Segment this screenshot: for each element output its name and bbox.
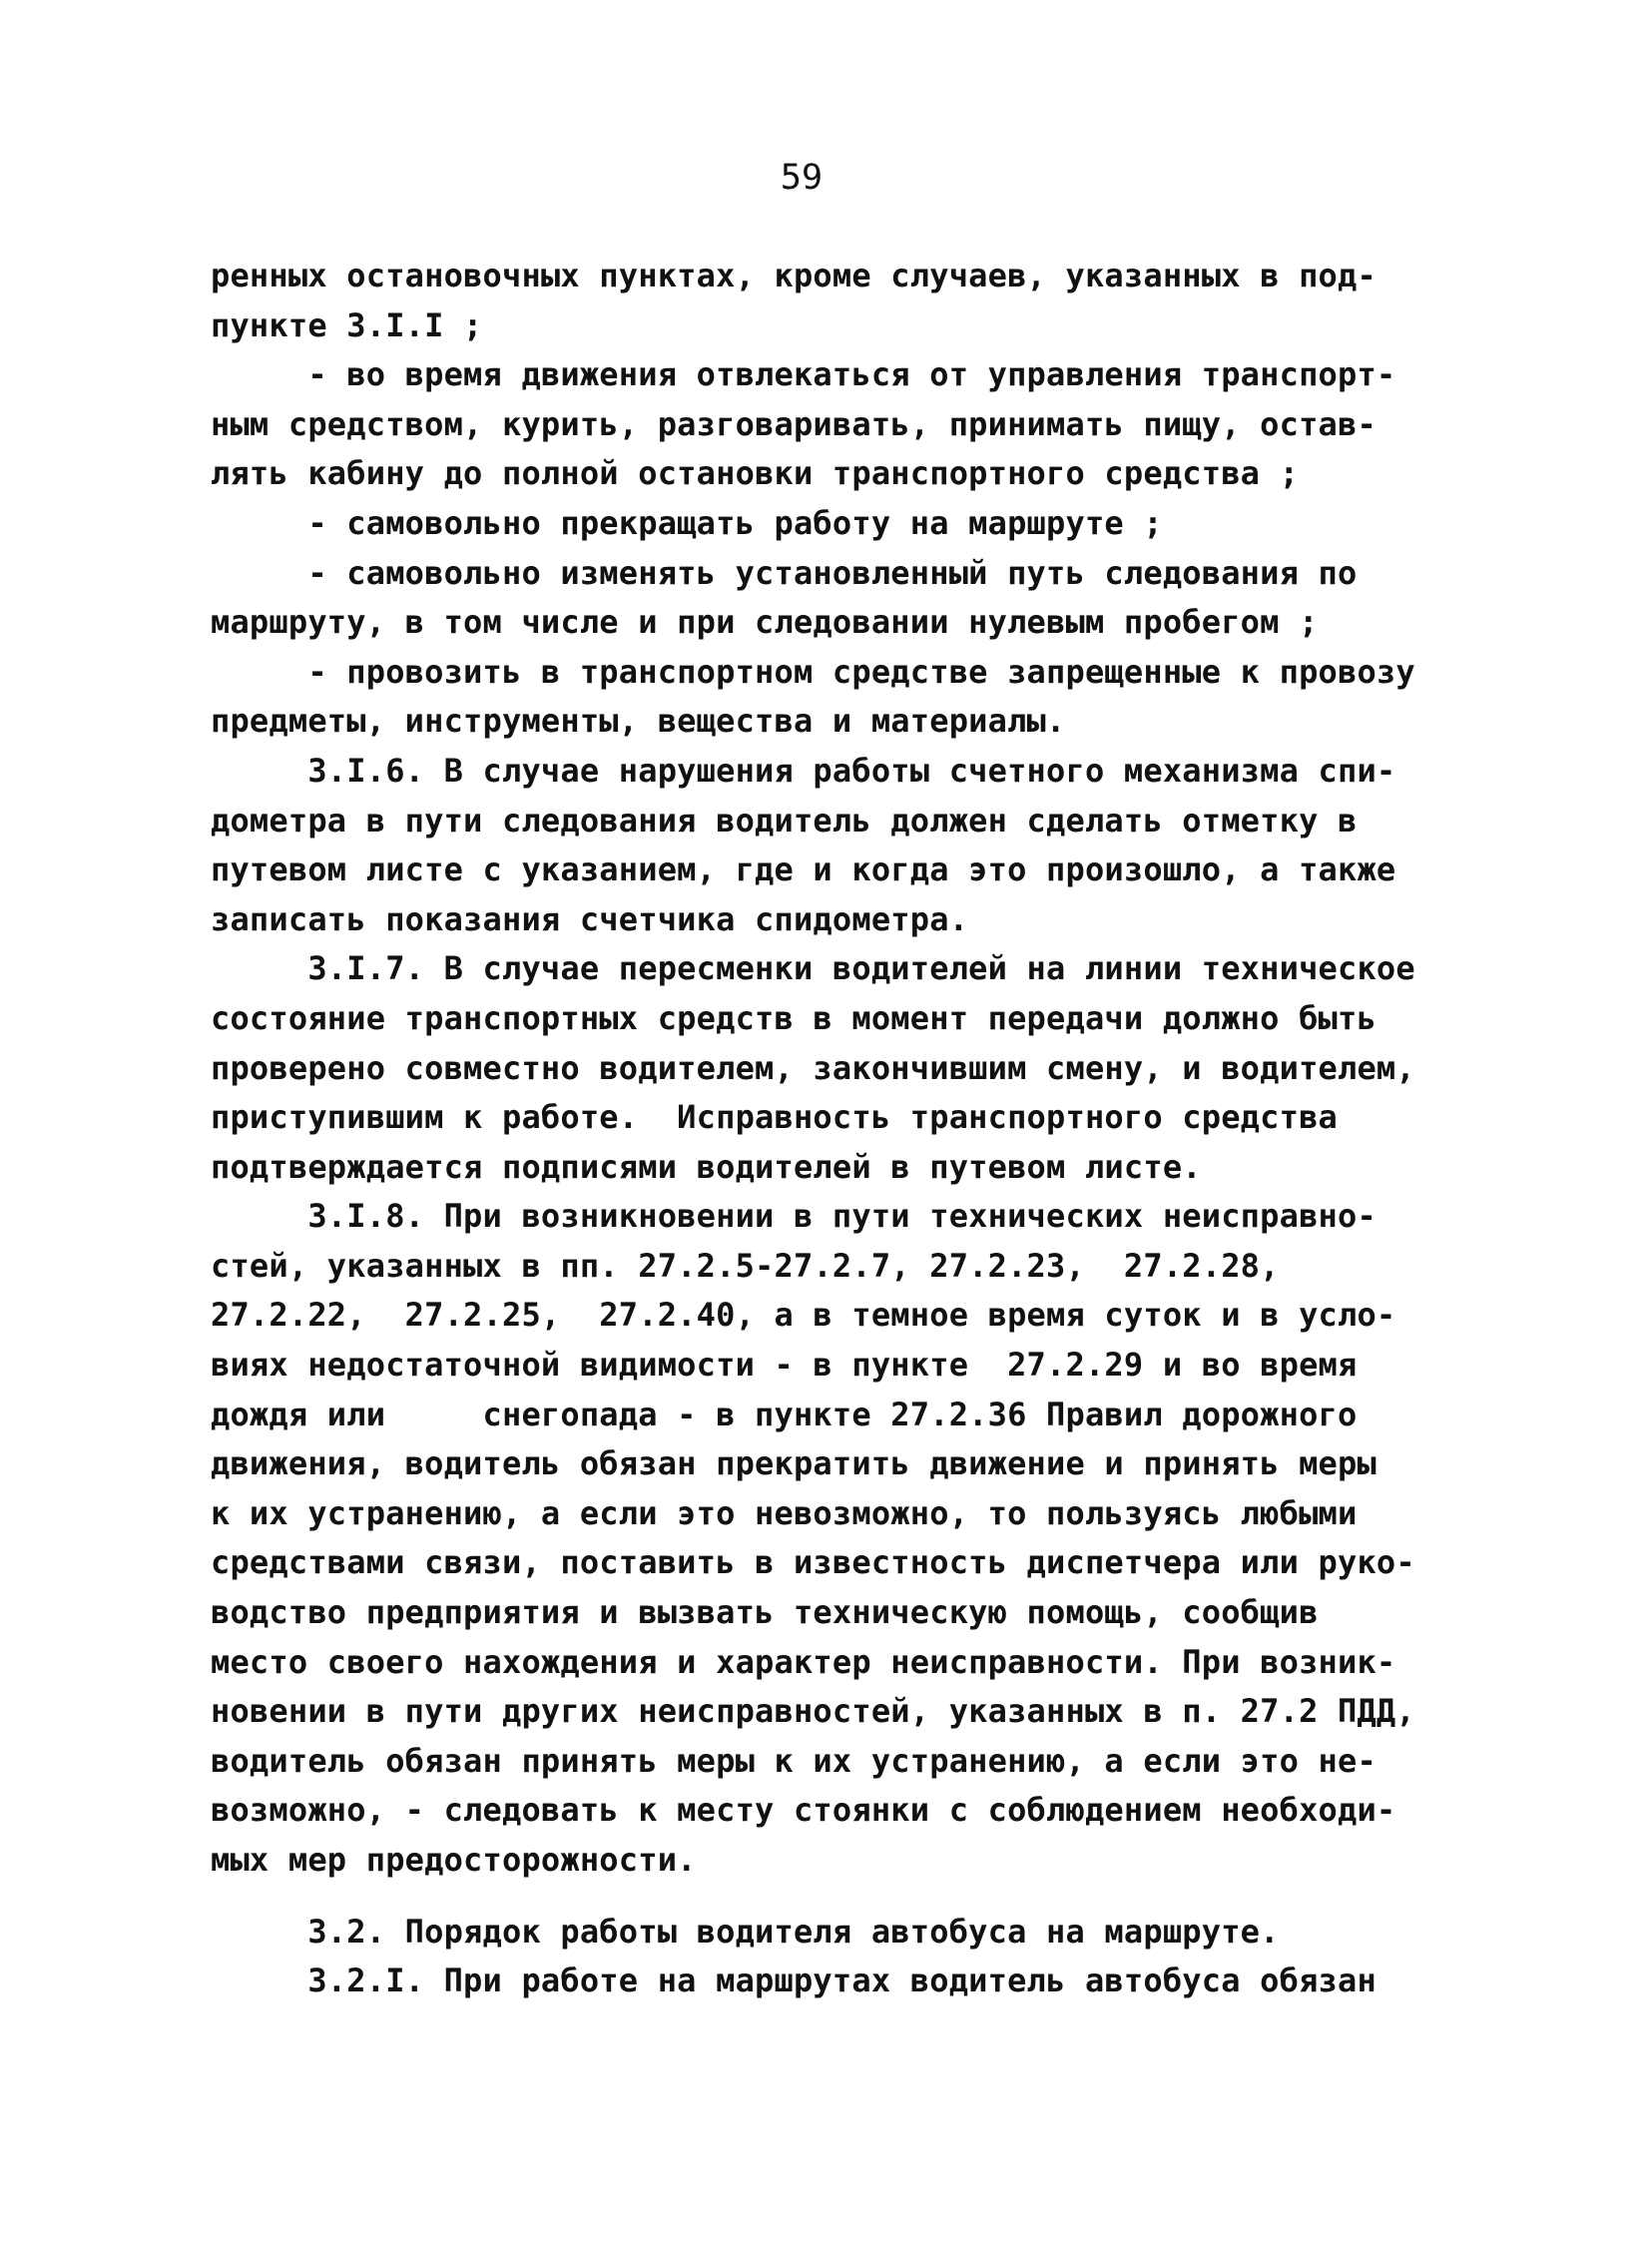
text-line: виях недостаточной видимости - в пункте 27.2.29 и во время xyxy=(211,1346,1358,1385)
text-line: водство предприятия и вызвать техническую помощь, сообщив xyxy=(211,1593,1319,1632)
text-line: 3.I.6. В случае нарушения работы счетного механизма спи- xyxy=(211,751,1396,790)
text-line: водитель обязан принять меры к их устранению, а если это не- xyxy=(211,1741,1377,1780)
text-line: путевом листе с указанием, где и когда это произошло, а также xyxy=(211,850,1396,889)
text-line: 3.2.I. При работе на маршрутах водитель автобуса обязан xyxy=(211,1962,1377,2000)
text-line: состояние транспортных средств в момент передачи должно быть xyxy=(211,998,1377,1037)
text-line: - самовольно прекращать работу на маршруте ; xyxy=(211,503,1163,542)
text-line: лять кабину до полной остановки транспортного средства ; xyxy=(211,454,1300,493)
text-line: место своего нахождения и характер неисправности. При возник- xyxy=(211,1642,1396,1681)
text-line: 27.2.22, 27.2.25, 27.2.40, а в темное время суток и в усло- xyxy=(211,1296,1396,1335)
text-line: - провозить в транспортном средстве запрещенные к провозу xyxy=(211,652,1415,691)
text-line: ным средством, курить, разговаривать, принимать пищу, остав- xyxy=(211,404,1377,443)
text-line: предметы, инструменты, вещества и материалы. xyxy=(211,702,1066,741)
text-line: маршруту, в том числе и при следовании нулевым пробегом ; xyxy=(211,603,1319,642)
text-line: подтверждается подписями водителей в путевом листе. xyxy=(211,1147,1202,1186)
paragraph-gap xyxy=(211,1886,1478,1908)
document-body xyxy=(211,252,1478,2006)
text-line: новении в пути других неисправностей, указанных в п. 27.2 ПДД, xyxy=(211,1692,1415,1731)
section-heading: 3.2. Порядок работы водителя автобуса на маршруте. xyxy=(211,1912,1280,1951)
text-line: - во время движения отвлекаться от управления транспорт- xyxy=(211,355,1396,394)
text-line: - самовольно изменять установленный путь следования по xyxy=(211,553,1358,592)
text-line: проверено совместно водителем, закончившим смену, и водителем, xyxy=(211,1048,1415,1087)
page-number: 59 xyxy=(780,158,824,198)
text-line: движения, водитель обязан прекратить движение и принять меры xyxy=(211,1444,1377,1483)
text-line: мых мер предосторожности. xyxy=(211,1841,697,1879)
text-line: ренных остановочных пунктах, кроме случаев, указанных в под- xyxy=(211,257,1377,294)
text-line: возможно, - следовать к месту стоянки с соблюдением необходи- xyxy=(211,1791,1396,1830)
text-line: приступившим к работе. Исправность транспортного средства xyxy=(211,1098,1339,1137)
text-line: 3.I.8. При возникновении в пути технических неисправно- xyxy=(211,1197,1377,1236)
text-line: записать показания счетчика спидометра. xyxy=(211,899,969,938)
text-line: средствами связи, поставить в известность диспетчера или руко- xyxy=(211,1543,1415,1582)
text-line: дождя или снегопада - в пункте 27.2.36 Правил дорожного xyxy=(211,1395,1358,1433)
text-line: стей, указанных в пп. 27.2.5-27.2.7, 27.2.23, 27.2.28, xyxy=(211,1246,1280,1285)
text-line: пункте 3.I.I ; xyxy=(211,305,483,344)
text-line: 3.I.7. В случае пересменки водителей на линии техническое xyxy=(211,949,1415,988)
text-line: дометра в пути следования водитель должен сделать отметку в xyxy=(211,801,1358,840)
text-line: к их устранению, а если это невозможно, то пользуясь любыми xyxy=(211,1493,1358,1532)
